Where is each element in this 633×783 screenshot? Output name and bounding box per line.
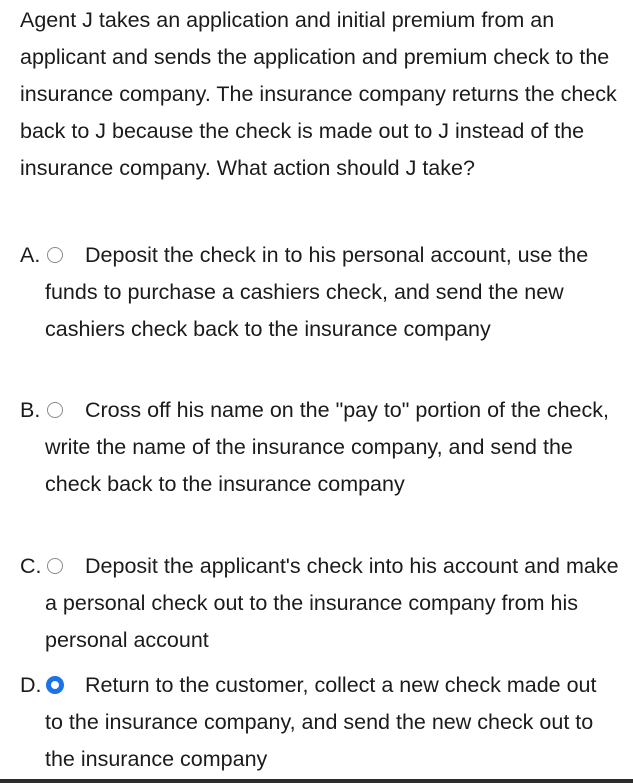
option-b-text: Cross off his name on the "pay to" portion of the check, write the name of the insurance company, and send the check back to the insurance company <box>45 398 609 496</box>
option-d-letter: D. <box>20 673 42 697</box>
option-c-text: Deposit the applicant's check into his account and make a personal check out to the insurance company from his personal account <box>45 554 619 652</box>
option-d-text: Return to the customer, collect a new check made out to the insurance company, and send the new check out to the insurance company <box>45 673 597 771</box>
option-c-letter: C. <box>20 554 42 578</box>
option-b-letter: B. <box>20 398 41 422</box>
option-a-letter: A. <box>20 243 41 267</box>
option-a-text: Deposit the check in to his personal account, use the funds to purchase a cashiers check, and send the new cashiers check back to the insurance company <box>45 243 589 341</box>
bottom-divider <box>0 779 633 783</box>
question-text: Agent J takes an application and initial premium from an applicant and sends the application and premium check to the insurance company. The insurance company returns the check back to J because the check is made out to J instead of the insurance company. What action should J take? <box>20 8 617 180</box>
